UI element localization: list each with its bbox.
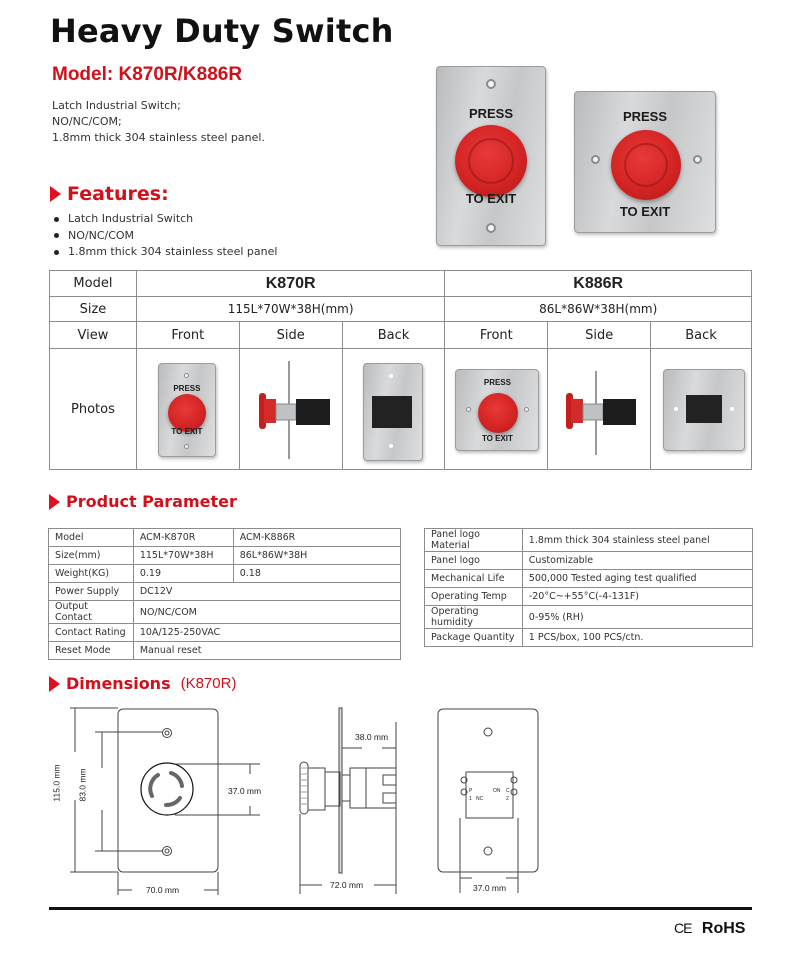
terminal-label: P	[469, 788, 473, 794]
dimension-drawing-front	[50, 700, 290, 900]
dimension-drawing-back	[430, 700, 550, 900]
param-value: 115L*70W*38H	[133, 547, 233, 565]
terminal-label: ON	[493, 788, 501, 794]
product-parameter-heading	[49, 492, 237, 511]
param-label: Weight(KG)	[49, 565, 134, 583]
red-arrow-icon	[49, 494, 60, 510]
exit-label: TO EXIT	[465, 191, 517, 206]
view-front: Front	[445, 322, 548, 349]
red-arrow-icon	[49, 676, 60, 692]
size-k870r: 115L*70W*38H(mm)	[136, 297, 445, 322]
param-value: 0-95% (RH)	[522, 606, 752, 629]
total-depth-label: 72.0 mm	[330, 880, 364, 890]
screw-icon	[184, 373, 189, 378]
view-back: Back	[651, 322, 752, 349]
rohs-mark: RoHS	[701, 920, 746, 937]
size-k886r: 86L*86W*38H(mm)	[445, 297, 752, 322]
row-label-size: Size	[50, 297, 137, 322]
param-value: 1.8mm thick 304 stainless steel panel	[522, 529, 752, 552]
screw-icon	[693, 155, 702, 164]
table-row	[50, 297, 752, 322]
table-row	[50, 271, 752, 297]
model-k870r: K870R	[136, 271, 445, 297]
param-label: Mechanical Life	[425, 570, 523, 588]
param-label: Model	[49, 529, 134, 547]
photo-k870r-side	[239, 349, 342, 470]
param-value: -20°C~+55°C(-4-131F)	[522, 588, 752, 606]
param-value: DC12V	[133, 583, 400, 601]
table-row	[49, 529, 401, 547]
screw-icon	[466, 407, 471, 412]
comparison-table	[49, 270, 752, 470]
red-mushroom-button	[455, 125, 527, 197]
hero-image-k886r	[574, 91, 716, 233]
param-label: Power Supply	[49, 583, 134, 601]
param-label: Output Contact	[49, 601, 134, 624]
screw-icon	[486, 223, 496, 233]
row-label-photos: Photos	[50, 349, 137, 470]
model-k886r: K886R	[445, 271, 752, 297]
view-side: Side	[548, 322, 651, 349]
param-value: NO/NC/COM	[133, 601, 400, 624]
param-value: ACM-K886R	[233, 529, 400, 547]
photo-k886r-front	[445, 349, 548, 470]
width-label: 70.0 mm	[146, 885, 180, 895]
bullet-icon	[54, 217, 59, 222]
table-row	[49, 624, 401, 642]
features-list	[54, 211, 277, 261]
exit-label: TO EXIT	[619, 204, 671, 219]
param-label: Panel logo Material	[425, 529, 523, 552]
side-view-image	[548, 349, 651, 469]
table-row	[50, 349, 752, 470]
product-parameter-heading-text: Product Parameter	[66, 492, 237, 511]
terminal-label: NC	[476, 796, 484, 802]
parameter-table-left	[48, 528, 401, 660]
photo-k870r-front	[136, 349, 239, 470]
param-value: 86L*86W*38H	[233, 547, 400, 565]
feature-text: 1.8mm thick 304 stainless steel panel	[68, 245, 278, 258]
view-back: Back	[342, 322, 445, 349]
param-label: Reset Mode	[49, 642, 134, 660]
param-value: 500,000 Tested aging test qualified	[522, 570, 752, 588]
table-row	[49, 601, 401, 624]
hole-spacing-label: 83.0 mm	[77, 768, 88, 802]
param-value: Customizable	[522, 552, 752, 570]
terminal-label: 2	[506, 796, 509, 802]
param-value: 10A/125-250VAC	[133, 624, 400, 642]
table-row	[425, 606, 753, 629]
model-line: Model: K870R/K886R	[52, 64, 243, 85]
dimension-drawing-side	[290, 700, 420, 900]
bullet-icon	[54, 233, 59, 238]
table-row	[425, 529, 753, 552]
screw-icon	[184, 444, 189, 449]
dimensions-heading-text: Dimensions	[66, 674, 171, 693]
table-row	[49, 547, 401, 565]
view-side: Side	[239, 322, 342, 349]
param-label: Operating Temp	[425, 588, 523, 606]
param-label: Operating humidity	[425, 606, 523, 629]
table-row	[49, 642, 401, 660]
view-front: Front	[136, 322, 239, 349]
features-heading	[50, 183, 169, 205]
press-label: PRESS	[483, 378, 511, 387]
param-value: Manual reset	[133, 642, 400, 660]
table-row	[425, 629, 753, 647]
dimensions-heading	[49, 674, 236, 693]
param-label: Panel logo	[425, 552, 523, 570]
screw-icon	[591, 155, 600, 164]
table-row	[50, 322, 752, 349]
rear-depth-label: 38.0 mm	[355, 732, 389, 742]
param-label: Package Quantity	[425, 629, 523, 647]
dimensions-model: (K870R)	[180, 675, 237, 692]
feature-text: Latch Industrial Switch	[68, 212, 194, 225]
param-label: Size(mm)	[49, 547, 134, 565]
height-label: 115.0 mm	[51, 764, 62, 802]
feature-item	[54, 244, 277, 261]
description-line: Latch Industrial Switch;	[52, 99, 181, 112]
table-row	[425, 588, 753, 606]
row-label-view: View	[50, 322, 137, 349]
red-mushroom-button	[478, 393, 518, 433]
block-width-label: 37.0 mm	[473, 883, 507, 893]
parameter-table-right	[424, 528, 753, 647]
feature-item	[54, 228, 277, 245]
exit-label: TO EXIT	[171, 427, 203, 436]
photo-k870r-back	[342, 349, 445, 470]
side-view-image	[240, 349, 343, 469]
screw-icon	[486, 79, 496, 89]
product-description	[52, 98, 265, 146]
press-label: PRESS	[468, 106, 514, 121]
param-value: 1 PCS/box, 100 PCS/ctn.	[522, 629, 752, 647]
bullet-icon	[54, 250, 59, 255]
feature-item	[54, 211, 277, 228]
features-heading-text: Features:	[67, 183, 169, 205]
page-title: Heavy Duty Switch	[50, 12, 394, 50]
red-mushroom-button	[611, 130, 681, 200]
screw-icon	[524, 407, 529, 412]
exit-label: TO EXIT	[481, 434, 513, 443]
press-label: PRESS	[622, 109, 668, 124]
description-line: 1.8mm thick 304 stainless steel panel.	[52, 131, 265, 144]
photo-k886r-side	[548, 349, 651, 470]
param-value: ACM-K870R	[133, 529, 233, 547]
ce-mark-icon: CE	[674, 920, 692, 936]
table-row	[49, 565, 401, 583]
param-value: 0.19	[133, 565, 233, 583]
param-label: Contact Rating	[49, 624, 134, 642]
description-line: NO/NC/COM;	[52, 115, 122, 128]
terminal-label: 1	[469, 796, 472, 802]
table-row	[49, 583, 401, 601]
feature-text: NO/NC/COM	[68, 228, 135, 242]
terminal-label: C	[506, 788, 510, 794]
row-label-model: Model	[50, 271, 137, 297]
table-row	[425, 570, 753, 588]
table-row	[425, 552, 753, 570]
certification-marks	[674, 920, 745, 938]
photo-k886r-back	[651, 349, 752, 470]
red-arrow-icon	[50, 186, 61, 202]
param-value: 0.18	[233, 565, 400, 583]
hero-image-k870r	[436, 66, 546, 246]
button-diameter-label: 37.0 mm	[228, 786, 262, 796]
press-label: PRESS	[173, 384, 201, 393]
footer-divider	[49, 907, 752, 910]
